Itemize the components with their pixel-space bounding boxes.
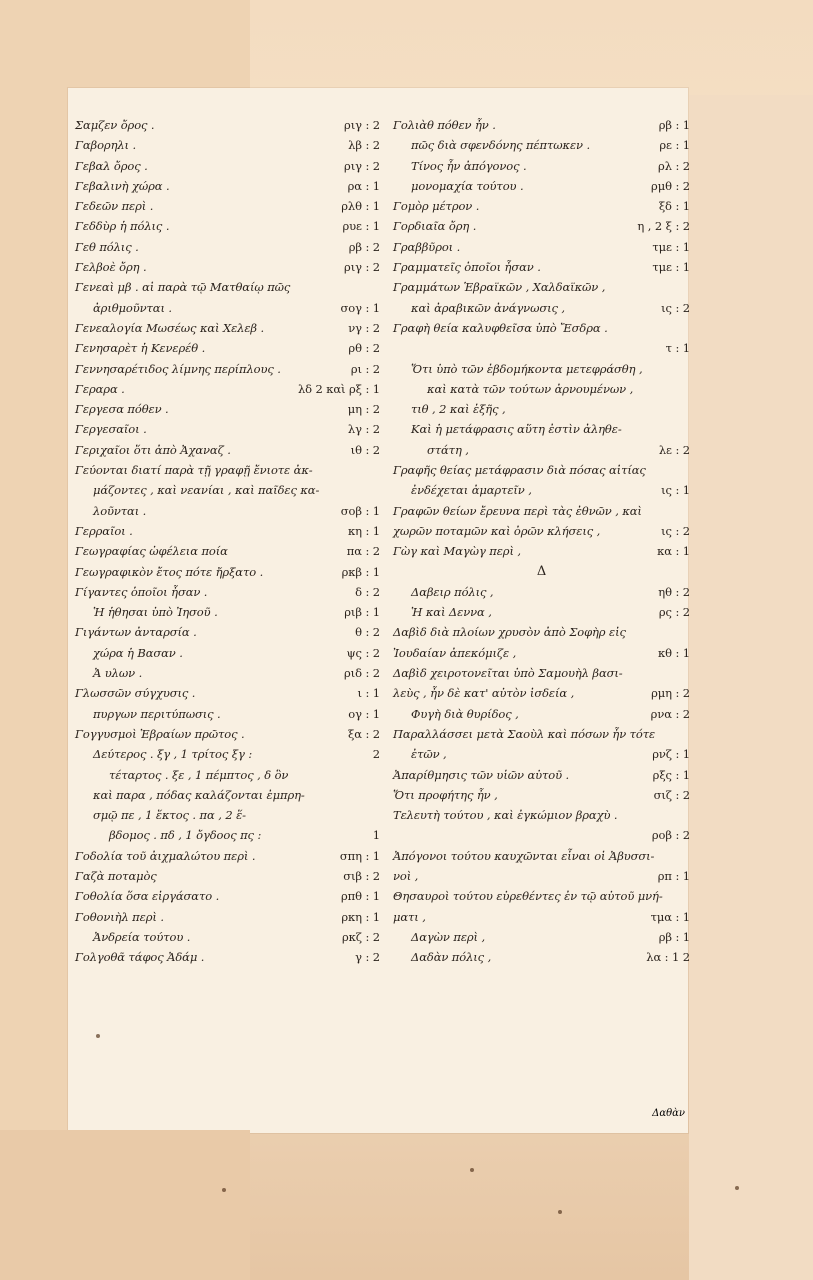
entry-reference: ρκβ : 1: [341, 564, 380, 579]
index-entry: [75, 237, 380, 257]
entry-reference: ρι : 2: [350, 361, 380, 376]
entry-text: Γραμματεῖς ὁποῖοι ἦσαν .: [393, 260, 541, 275]
entry-text: σμῷ πε , 1 ἕκτος . πα , 2 ἕ-: [93, 808, 246, 823]
section-heading: Δ: [536, 563, 547, 579]
entry-text: Γεβαλινὴ χώρα .: [75, 178, 170, 193]
index-entry: [75, 338, 380, 358]
entry-text: Σαμζεν ὄρος .: [75, 118, 155, 132]
entry-text: Γεθ πόλις .: [75, 239, 139, 254]
entry-reference: ψς : 2: [346, 645, 380, 660]
index-entry: [75, 216, 380, 236]
index-entry: [75, 135, 380, 155]
entry-reference: ρπθ : 1: [340, 889, 380, 904]
entry-text: καὶ κατὰ τῶν τούτων ἀρνουμένων ,: [427, 381, 634, 396]
entry-text: ματι ,: [393, 909, 426, 924]
entry-reference: ριδ : 2: [344, 666, 380, 681]
ink-spot: [96, 1034, 100, 1038]
entry-text: Γεραρα .: [75, 381, 125, 396]
entry-text: μάζοντες , καὶ νεανίαι , καὶ παῖδες κα-: [93, 483, 320, 498]
index-entry: [393, 765, 690, 785]
entry-reference: κθ : 1: [657, 645, 690, 660]
entry-reference: ις : 1: [661, 483, 690, 498]
entry-reference: λγ : 2: [347, 422, 380, 437]
entry-reference: ρβ : 1: [658, 118, 690, 132]
index-entry: [75, 947, 380, 967]
entry-text: ἐνδέχεται ἀμαρτεῖν ,: [411, 483, 532, 498]
entry-text: Γεδδὺρ ἡ πόλις .: [75, 219, 170, 234]
index-entry: [75, 805, 380, 825]
index-entry: [75, 298, 380, 318]
entry-reference: ξα : 2: [347, 726, 380, 741]
entry-text: τέταρτος . ξε , 1 πέμπτος , δ ὃν: [109, 767, 289, 782]
ink-spot: [558, 1210, 562, 1214]
entry-text: Ἡ καὶ Δεννα ,: [411, 605, 492, 620]
entry-text: ἀριθμοῦνται .: [93, 300, 172, 315]
entry-text: λεὺς , ἦν δὲ κατ' αὐτὸν ἰσδεία ,: [393, 686, 575, 701]
index-entry: [393, 237, 690, 257]
entry-text: Ἀπόγονοι τούτου καυχῶνται εἶναι οἱ Ἀβυσσι-: [393, 848, 655, 863]
entry-text: Καὶ ἡ μετάφρασις αὕτη ἐστὶν ἀληθε-: [411, 422, 622, 437]
index-entry: [75, 501, 380, 521]
entry-text: Γολιὰθ πόθεν ἦν .: [393, 118, 496, 132]
entry-reference: δ : 2: [355, 584, 380, 599]
right-backing-sheet: [689, 95, 813, 1280]
index-entry: [393, 704, 690, 724]
index-entry: [75, 602, 380, 622]
entry-text: λοῦνται .: [93, 503, 147, 518]
index-entry: [75, 866, 380, 886]
index-entry: [75, 683, 380, 703]
entry-reference: ρυε : 1: [342, 219, 380, 234]
index-entry: [393, 501, 690, 521]
index-entry: [75, 379, 380, 399]
index-entry: [393, 338, 690, 358]
entry-text: Ἰουδαίαν ἀπεκόμιζε ,: [393, 645, 517, 660]
entry-text: Τελευτὴ τούτου , καὶ ἐγκώμιον βραχὺ .: [393, 808, 618, 823]
entry-reference: ογ : 1: [348, 706, 380, 721]
index-entry: [75, 582, 380, 602]
index-entry: [75, 196, 380, 216]
entry-text: Γομὸρ μέτρον .: [393, 199, 480, 214]
index-entry: [393, 135, 690, 155]
entry-text: Δαδὰν πόλις ,: [411, 950, 492, 965]
entry-reference: γ : 2: [355, 950, 380, 965]
ink-spot: [470, 1168, 474, 1172]
entry-reference: ρθ : 2: [348, 341, 380, 356]
entry-reference: λβ : 2: [348, 138, 380, 153]
index-entry: [393, 176, 690, 196]
entry-text: Γίγαντες ὁποῖοι ἦσαν .: [75, 584, 208, 599]
entry-text: Γλωσσῶν σύγχυσις .: [75, 686, 196, 701]
entry-reference: κα : 1: [657, 544, 690, 559]
entry-reference: ι : 1: [357, 686, 380, 701]
entry-text: Γοθονιὴλ περὶ .: [75, 909, 164, 924]
index-entry: [393, 196, 690, 216]
left-index-column: [75, 115, 380, 967]
index-entry: [393, 947, 690, 967]
entry-text: Γεωγραφίας ὠφέλεια ποία: [75, 544, 228, 559]
index-entry: [393, 460, 690, 480]
index-entry: [393, 440, 690, 460]
entry-text: στάτη ,: [427, 442, 469, 457]
entry-text: Γεύονται διατί παρὰ τῇ γραφῇ ἔνιοτε ἀκ-: [75, 463, 313, 478]
index-entry: [75, 643, 380, 663]
index-entry: [393, 115, 690, 135]
entry-reference: ρνα : 2: [650, 706, 690, 721]
entry-reference: ρπ : 1: [657, 868, 690, 883]
catchword: Δαθὰν: [652, 1108, 685, 1119]
index-entry: [393, 480, 690, 500]
entry-text: Γεργεσαῖοι .: [75, 422, 147, 437]
entry-reference: σοβ : 1: [340, 503, 380, 518]
index-entry: [75, 704, 380, 724]
entry-reference: κη : 1: [348, 523, 380, 538]
entry-reference: ριγ : 2: [344, 260, 380, 275]
entry-text: Γογγυσμοὶ Ἑβραίων πρῶτος .: [75, 726, 245, 741]
index-entry: [75, 744, 380, 764]
index-entry: [393, 886, 690, 906]
index-entry: [393, 277, 690, 297]
entry-reference: πα : 2: [346, 544, 380, 559]
index-entry: [75, 318, 380, 338]
entry-text: Ἀνδρεία τούτου .: [93, 929, 191, 944]
entry-text: πυργων περιτύπωσις .: [93, 706, 221, 721]
entry-text: ἐτῶν ,: [411, 747, 447, 762]
entry-text: Γενεαὶ μβ . αἱ παρὰ τῷ Ματθαίῳ πῶς: [75, 280, 291, 295]
entry-reference: η , 2 ξ : 2: [637, 219, 690, 234]
ink-spot: [735, 1186, 739, 1190]
index-entry: [393, 643, 690, 663]
entry-text: Γιγάντων ἀνταρσία .: [75, 625, 197, 640]
index-entry: [393, 805, 690, 825]
index-entry: [393, 927, 690, 947]
entry-reference: ρβ : 2: [348, 239, 380, 254]
entry-text: Γοθολία ὅσα εἰργάσατο .: [75, 889, 220, 904]
entry-text: Ὅτι προφήτης ἦν ,: [393, 787, 498, 802]
entry-reference: λε : 2: [658, 442, 690, 457]
entry-reference: ρλ : 2: [658, 158, 690, 173]
entry-text: Γραφῶν θείων ἔρευνα περὶ τὰς ἐθνῶν , καὶ: [393, 503, 642, 518]
entry-reference: ρε : 1: [659, 138, 690, 153]
entry-text: Γολγοθᾶ τάφος Ἀδάμ .: [75, 950, 205, 965]
entry-reference: ιθ : 2: [350, 442, 380, 457]
entry-text: καὶ παρα , πόδας καλάζονται ἐμπρη-: [93, 787, 305, 802]
entry-reference: λα : 1 2: [646, 950, 690, 965]
entry-text: Παραλλάσσει μετὰ Σαοὺλ καὶ πόσων ἦν τότε: [393, 726, 656, 741]
entry-reference: ρς : 2: [658, 605, 690, 620]
index-entry: [75, 399, 380, 419]
entry-text: Γραφῆς θείας μετάφρασιν διὰ πόσας αἰτίας: [393, 463, 646, 478]
index-entry: [75, 886, 380, 906]
index-entry: [393, 582, 690, 602]
entry-text: Ἀ υλων .: [93, 666, 143, 681]
entry-text: Γοδολία τοῦ ἀιχμαλώτου περὶ .: [75, 848, 256, 863]
entry-text: Ἡ ἡθησαι ὑπὸ Ἰησοῦ .: [93, 605, 218, 620]
index-entry: [393, 359, 690, 379]
entry-text: Δαβειρ πόλις ,: [411, 584, 494, 599]
entry-reference: μη : 2: [347, 402, 380, 417]
entry-text: χώρα ἡ Βασαν .: [93, 645, 183, 660]
entry-reference: νγ : 2: [348, 320, 380, 335]
entry-reference: ρξς : 1: [652, 767, 690, 782]
entry-reference: λδ 2 καὶ ρξ : 1: [297, 381, 380, 396]
entry-reference: ρμη : 2: [651, 686, 690, 701]
index-entry: [393, 399, 690, 419]
entry-text: τιθ , 2 καὶ ἑξῆς ,: [411, 402, 506, 417]
entry-text: βδομος . πδ , 1 ὄγδοος πς :: [109, 828, 262, 843]
entry-reference: ρμθ : 2: [651, 178, 690, 193]
index-entry: [393, 907, 690, 927]
bottom-backing-patch: [0, 1130, 250, 1280]
entry-text: νοὶ ,: [393, 868, 419, 883]
entry-reference: ις : 2: [661, 523, 690, 538]
entry-reference: τμα : 1: [650, 909, 690, 924]
entry-reference: ρκζ : 2: [342, 929, 380, 944]
index-entry: [75, 419, 380, 439]
index-entry: [75, 724, 380, 744]
index-entry: [75, 277, 380, 297]
entry-reference: 2: [372, 747, 380, 762]
index-entry: [75, 663, 380, 683]
index-entry: [393, 216, 690, 236]
entry-text: Γεριχαῖοι ὅτι ἀπὸ Ἀχαναζ .: [75, 442, 231, 457]
entry-reference: ριγ : 2: [344, 118, 380, 132]
right-index-column: [393, 115, 690, 967]
entry-text: Δεύτερος . ξγ , 1 τρίτος ξγ :: [93, 747, 253, 762]
index-entry: [393, 602, 690, 622]
index-entry: [393, 541, 690, 561]
index-entry: [75, 115, 380, 135]
entry-text: Θησαυροὶ τούτου εὑρεθέντες ἐν τῷ αὐτοῦ μνή-: [393, 889, 663, 904]
index-entry: [393, 683, 690, 703]
index-entry: [393, 622, 690, 642]
entry-text: Τίνος ἦν ἀπόγονος .: [411, 158, 527, 173]
entry-text: Γεδεῶν περὶ .: [75, 199, 154, 214]
index-entry: [393, 663, 690, 683]
entry-text: Γεννησαρέτιδος λίμνης περίπλους .: [75, 361, 281, 376]
index-entry: [75, 460, 380, 480]
entry-reference: τ : 1: [665, 341, 690, 356]
entry-reference: τμε : 1: [652, 239, 690, 254]
index-entry: [393, 419, 690, 439]
index-entry: [75, 440, 380, 460]
entry-reference: ξδ : 1: [658, 199, 690, 214]
index-entry: [393, 257, 690, 277]
index-entry: [393, 298, 690, 318]
entry-text: Δαγὼν περὶ ,: [411, 929, 486, 944]
entry-text: Γενησαρὲτ ἡ Κενερέθ .: [75, 341, 206, 356]
index-entry: [75, 622, 380, 642]
entry-text: Γεβαλ ὄρος .: [75, 158, 148, 173]
entry-text: Γαβορηλι .: [75, 138, 137, 153]
entry-reference: 1: [372, 828, 380, 843]
entry-text: Γαζὰ ποταμὸς: [75, 868, 157, 883]
entry-text: Γερραῖοι .: [75, 523, 133, 538]
index-entry: [75, 257, 380, 277]
entry-reference: ρκη : 1: [341, 909, 380, 924]
entry-text: Δαβὶδ διὰ πλοίων χρυσὸν ἀπὸ Σοφὴρ εἰς: [393, 625, 626, 640]
entry-text: καὶ ἀραβικῶν ἀνάγνωσις ,: [411, 300, 565, 315]
entry-reference: ηθ : 2: [658, 584, 690, 599]
entry-text: χωρῶν ποταμῶν καὶ ὀρῶν κλήσεις ,: [393, 523, 601, 538]
index-entry: [75, 156, 380, 176]
entry-text: πῶς διὰ σφενδόνης πέπτωκεν .: [411, 138, 591, 153]
index-entry: [393, 825, 690, 845]
index-entry: [75, 785, 380, 805]
index-entry: [75, 825, 380, 845]
index-entry: [393, 846, 690, 866]
index-entry: [75, 359, 380, 379]
index-entry: [393, 521, 690, 541]
index-entry: [393, 785, 690, 805]
entry-reference: θ : 2: [355, 625, 380, 640]
index-entry: [75, 927, 380, 947]
index-entry: [393, 156, 690, 176]
index-entry: [75, 480, 380, 500]
index-entry: [75, 562, 380, 582]
entry-reference: ρλθ : 1: [341, 199, 380, 214]
entry-reference: ριβ : 1: [344, 605, 380, 620]
entry-text: Δαβὶδ χειροτονεῖται ὑπὸ Σαμουὴλ βασι-: [393, 666, 623, 681]
entry-text: Ὅτι ὑπὸ τῶν ἑβδομήκοντα μετεφράσθη ,: [411, 361, 643, 376]
index-entry: [393, 379, 690, 399]
entry-reference: ρα : 1: [347, 178, 380, 193]
entry-text: Φυγὴ διὰ θυρίδος ,: [411, 706, 519, 721]
entry-text: Γραββῦροι .: [393, 239, 461, 254]
entry-reference: τμε : 1: [652, 260, 690, 275]
entry-reference: σιζ : 2: [653, 787, 690, 802]
index-entry: [75, 521, 380, 541]
index-entry: [75, 907, 380, 927]
index-entry: [75, 176, 380, 196]
index-entry: [75, 541, 380, 561]
ink-spot: [222, 1188, 226, 1192]
entry-text: Ἀπαρίθμησις τῶν υἱῶν αὐτοῦ .: [393, 767, 570, 782]
entry-text: μονομαχία τούτου .: [411, 178, 524, 193]
entry-text: Γραφὴ θεία καλυφθεῖσα ὑπὸ Ἔσδρα .: [393, 320, 608, 335]
entry-reference: ροβ : 2: [651, 828, 690, 843]
index-entry: [393, 866, 690, 886]
index-entry: [393, 724, 690, 744]
entry-reference: ις : 2: [661, 300, 690, 315]
index-entry: [393, 318, 690, 338]
index-entry: [393, 744, 690, 764]
entry-reference: σιβ : 2: [343, 868, 380, 883]
entry-reference: σογ : 1: [340, 300, 380, 315]
entry-text: Γεωγραφικὸν ἔτος πότε ἤρξατο .: [75, 564, 264, 579]
entry-reference: ρνζ : 1: [652, 747, 690, 762]
entry-text: Γραμμάτων Ἑβραϊκῶν , Χαλδαϊκῶν ,: [393, 280, 606, 295]
entry-text: Γελβοὲ ὄρη .: [75, 260, 147, 275]
entry-reference: σπη : 1: [339, 848, 380, 863]
entry-reference: ρβ : 1: [658, 929, 690, 944]
entry-text: Γενεαλογία Μωσέως καὶ Χελεβ .: [75, 320, 265, 335]
entry-text: Γὼγ καὶ Μαγὼγ περὶ ,: [393, 544, 521, 559]
entry-text: Γορδιαῖα ὄρη .: [393, 219, 477, 234]
entry-text: Γεργεσα πόθεν .: [75, 402, 169, 417]
index-entry: [75, 765, 380, 785]
entry-reference: ριγ : 2: [344, 158, 380, 173]
index-entry: [75, 846, 380, 866]
